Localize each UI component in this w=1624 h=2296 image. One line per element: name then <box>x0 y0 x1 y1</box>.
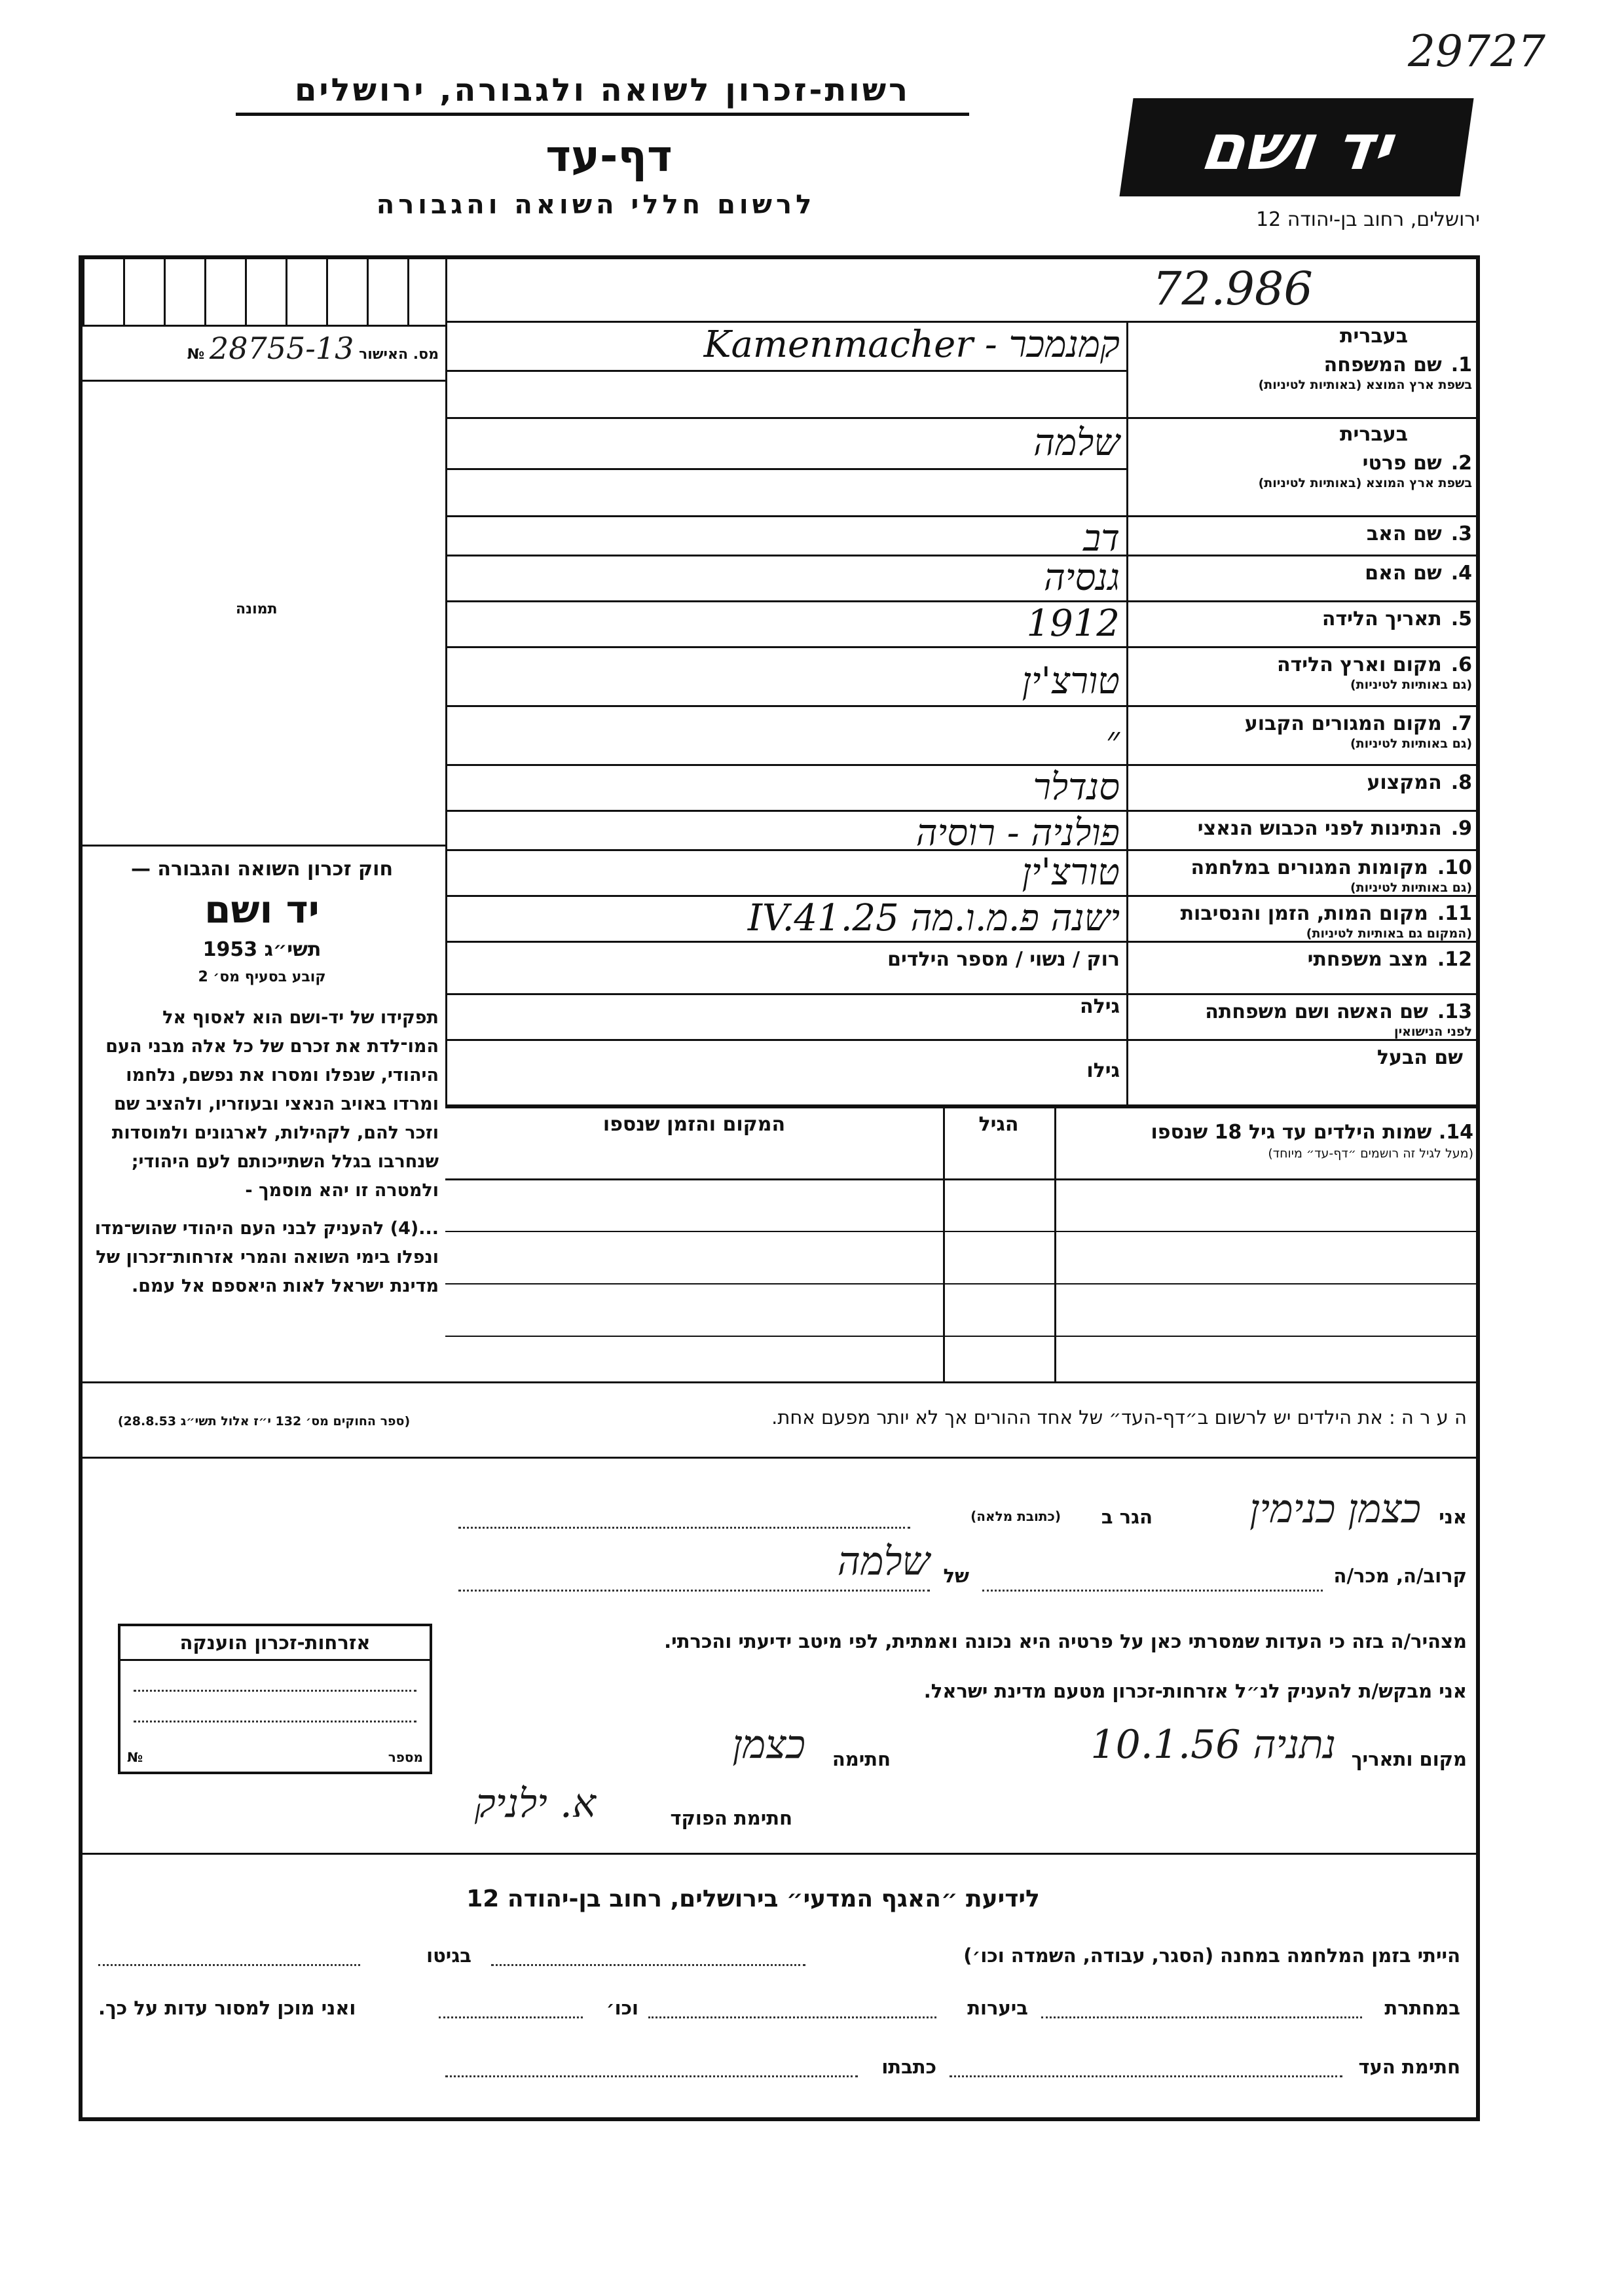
record-number: 72.986 <box>1153 262 1313 316</box>
field-value[interactable]: ישנה פ.מ.ו.מה 25.IV.41 <box>747 897 1120 939</box>
decl-lives-in: הגר ב <box>1101 1506 1153 1528</box>
field-label-text: שם האשה ושם משפחתה <box>1205 1000 1428 1023</box>
field-row <box>445 602 1480 648</box>
decl-officer-signature: א. ילניק <box>474 1781 596 1827</box>
footer-underground-label: במחתרת <box>1384 1997 1460 2019</box>
field-row <box>445 943 1480 995</box>
citizenship-title: אזרחות-זכרון הוענקה <box>120 1626 430 1661</box>
footer-witness-signature-label: חתימת העד <box>1358 2056 1460 2078</box>
field-label-text: שם הבעל <box>1376 1046 1463 1069</box>
field-label <box>1132 817 1472 840</box>
decl-name: כצמן כנימין <box>1249 1486 1421 1532</box>
field-label-text: שם האם <box>1365 562 1442 585</box>
decl-victim-name: שלמה <box>837 1539 930 1584</box>
field-row <box>445 556 1480 602</box>
field-value[interactable]: גילו <box>1086 1059 1120 1082</box>
field-sublabel: בשפת ארץ המוצא (באותיות לטיניות) <box>1258 378 1472 392</box>
children-title: 14. שמות הילדים עד גיל 18 שנספו <box>1151 1121 1473 1144</box>
field-label-text: מקום המות, הזמן והנסיבות <box>1180 902 1428 925</box>
field-label <box>1132 856 1472 895</box>
note-text: ה ע ר ה : את הילדים יש לרשום ב״דף-העד״ של אחד ההורים אך לא יותר מפעם אחת. <box>771 1406 1467 1429</box>
field-sublabel: (גם באותיות לטיניות) <box>1350 737 1472 751</box>
citizenship-suffix: № <box>127 1749 143 1765</box>
field-label-text: תאריך הלידה <box>1321 608 1442 630</box>
field-value[interactable]: סנדלר <box>1033 766 1120 809</box>
field-label-text: הנתינות לפני הכבוש הנאצי <box>1197 817 1442 840</box>
field-number: 4. <box>1450 562 1472 585</box>
field-label <box>1132 712 1472 751</box>
field-value[interactable]: 1912 <box>1026 602 1120 645</box>
field-label <box>1132 1000 1472 1039</box>
field-label-text: שם פרטי <box>1362 452 1442 475</box>
field-lang: בעברית <box>1340 423 1408 446</box>
decl-relative: קרוב/ה, מכר/ה <box>1333 1565 1467 1587</box>
field-label <box>1132 653 1472 692</box>
field-row <box>445 648 1480 707</box>
field-label-text: מקום וארץ הלידה <box>1276 653 1442 676</box>
footer-ghetto-label: בגיטו <box>426 1944 471 1967</box>
field-value[interactable]: שלמה <box>1033 422 1120 464</box>
field-value[interactable]: דב <box>1083 517 1120 560</box>
field-number: 12. <box>1437 948 1472 971</box>
field-number: 6. <box>1450 653 1472 676</box>
field-label-text: מצב משפחתי <box>1307 948 1428 971</box>
approval-suffix: № <box>187 346 205 363</box>
footer-lines <box>98 1938 1460 2102</box>
decl-signature: כצמן <box>732 1722 805 1768</box>
decl-officer-label: חתימת הפוקד <box>670 1807 792 1829</box>
footer-etc-label: וכו׳ <box>606 1997 638 2019</box>
logo-text: יד ושם <box>1196 111 1397 184</box>
field-number: 9. <box>1450 817 1472 840</box>
approval-number <box>92 331 439 366</box>
field-label <box>1132 452 1472 490</box>
field-number: 10. <box>1437 856 1472 879</box>
children-age-header: הגיל <box>978 1113 1019 1136</box>
field-number: 2. <box>1450 452 1472 475</box>
law-reference: (ספר החוקים מס׳ 132 י״ז אלול תשי״ג 28.8.53) <box>117 1414 411 1429</box>
approval-label: מס. האישור <box>359 346 439 363</box>
decl-signature-label: חתימה <box>832 1748 891 1770</box>
field-number: 7. <box>1450 712 1472 735</box>
yad-vashem-logo <box>1119 98 1473 196</box>
law-year: תשי״ג 1953 <box>202 938 322 961</box>
law-box <box>85 858 439 1301</box>
law-title: חוק זכרון השואה והגבורה — <box>130 858 394 881</box>
field-label <box>1132 562 1472 585</box>
field-sublabel: לפני הנישואין <box>1394 1025 1472 1039</box>
field-row <box>445 897 1480 943</box>
field-row <box>445 517 1480 560</box>
address-line: ירושלים, רחוב בן-יהודה 12 <box>1256 208 1480 231</box>
field-label <box>1132 354 1472 392</box>
field-number: 11. <box>1437 902 1472 925</box>
field-label-text: מקומות המגורים במלחמה <box>1190 856 1428 879</box>
field-value[interactable]: טורצ'ין <box>1022 660 1120 702</box>
citizenship-box <box>118 1624 432 1774</box>
field-label-text: מקום המגורים הקבוע <box>1244 712 1442 735</box>
field-value[interactable]: טורצ'ין <box>1022 851 1120 894</box>
footer-testify-label: ואני מוכן למסור עדות על כך. <box>98 1997 356 2019</box>
field-row <box>445 419 1480 517</box>
field-label <box>1132 608 1472 630</box>
decl-statement: מצהיר/ה בזה כי העדות שמסרתי כאן על פרטיה היא נכונה ואמתית, לפי מיטב ידיעתי והכרתי. <box>664 1630 1467 1652</box>
field-label <box>1132 1046 1472 1069</box>
decl-of: של <box>943 1565 969 1587</box>
field-label <box>1132 522 1472 545</box>
decl-request: אני מבקש/ת להעניק לנ״ל אזרחות-זכרון מטעם מדינת ישראל. <box>923 1680 1467 1702</box>
law-paragraph-2: ...(4) להעניק לבני העם היהודי שהוש־מדו ונפלו בימי השואה והמרי אזרחות־זכרון של מדינת ישראל לאות היאספם אל עמם. <box>94 1218 439 1296</box>
field-number: 5. <box>1450 608 1472 630</box>
approval-value: 28755-13 <box>209 331 354 366</box>
field-row <box>445 766 1480 812</box>
citizenship-number-label: מספר <box>388 1749 423 1765</box>
declaration <box>458 1486 1467 1840</box>
decl-ani: אני <box>1439 1506 1467 1528</box>
form-subtitle: לרשום חללי השואה והגבורה <box>376 190 816 220</box>
field-row <box>445 1041 1480 1106</box>
field-label-text: שם המשפחה <box>1323 354 1442 376</box>
field-row <box>445 812 1480 854</box>
left-top-columns <box>83 259 445 325</box>
field-number: 3. <box>1450 522 1472 545</box>
footer-address-label: כתבתו <box>881 2056 936 2078</box>
field-number: 1. <box>1450 354 1472 376</box>
decl-place-date: נתניה 10.1.56 <box>1090 1722 1336 1768</box>
law-clause: קובע בסעיף מס׳ 2 <box>198 969 326 985</box>
field-label <box>1132 948 1472 971</box>
field-sublabel: (גם באותיות לטיניות) <box>1350 678 1472 692</box>
field-number: 8. <box>1450 771 1472 794</box>
law-paragraph-1: תפקידו של יד-ושם הוא לאסוף אל המו־לדת את זכרם של כל אלה מבני העם היהודי, שנפלו ומסרו את נפשם, נלחמו ומרדו באויב הנאצי ובעוזריו, ולהציב שם וזכר להם, לקהילות, לארגונים ולמוסדות שנחרבו בגלל השתייכותם לעם היהודי; ולמטרה זו יהא מוסמך - <box>105 1008 439 1201</box>
field-row <box>445 995 1480 1041</box>
field-value[interactable]: ״ <box>1105 719 1120 761</box>
children-sub: (מעל לגיל זה רושמים ״דף-עד״ מיוחד) <box>1268 1146 1473 1161</box>
decl-place-date-label: מקום ותאריך <box>1351 1748 1467 1770</box>
field-row <box>445 321 1480 419</box>
field-label <box>1132 771 1472 794</box>
form-title: דף-עד <box>545 131 673 181</box>
field-number: 13. <box>1437 1000 1472 1023</box>
children-place-header: המקום והזמן שנספו <box>602 1113 786 1136</box>
field-label-text: המקצוע <box>1367 771 1442 794</box>
field-value[interactable]: פולניה - רוסיה <box>915 812 1120 854</box>
field-value[interactable]: גילה <box>1080 995 1120 1018</box>
field-value[interactable]: גנסיה <box>1043 556 1120 599</box>
photo-label: תמונה <box>236 601 278 617</box>
field-label <box>1132 902 1472 941</box>
field-lang: בעברית <box>1340 325 1408 348</box>
field-row <box>445 707 1480 766</box>
field-sublabel: (גם באותיות לטיניות) <box>1350 881 1472 895</box>
authority-line: רשות-זכרון לשואה ולגבורה, ירושלים <box>236 72 969 116</box>
decl-address-hint: (כתובת מלאה) <box>970 1508 1061 1524</box>
footer-forests-label: ביערות <box>967 1997 1028 2019</box>
children-label <box>1061 1121 1473 1161</box>
field-value[interactable]: קמנמכר - Kamenmacher <box>703 323 1120 366</box>
field-sublabel: בשפת ארץ המוצא (באותיות לטיניות) <box>1258 476 1472 490</box>
footer-camp-label: הייתי בזמן המלחמה במחנה (הסגר, עבודה, השמדה וכו׳) <box>963 1944 1460 1967</box>
law-name: יד ושם <box>204 887 320 932</box>
footer-title: לידיעת ״האגף המדעי״ בירושלים, רחוב בן-יהודה 12 <box>466 1886 1040 1912</box>
field-label-text: שם האב <box>1366 522 1442 545</box>
field-sublabel: (המקום גם באותיות לטיניות) <box>1306 926 1472 941</box>
field-value[interactable]: רוק / נשוי / מספר הילדים <box>887 948 1120 971</box>
archive-number: 29727 <box>1408 26 1545 77</box>
field-row <box>445 851 1480 897</box>
